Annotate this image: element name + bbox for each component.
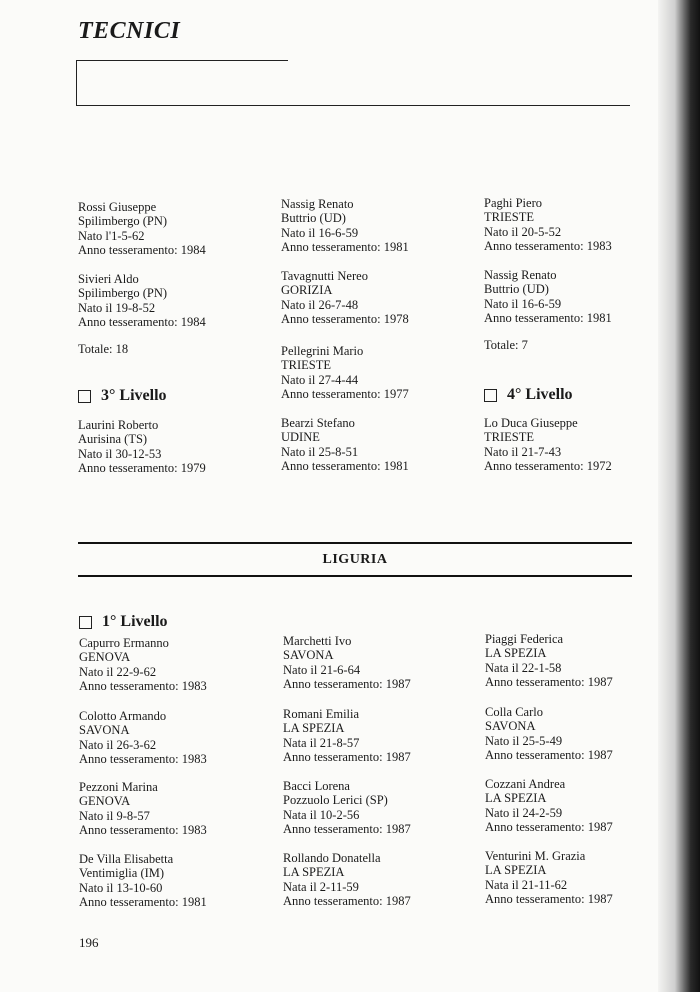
- total-text: Totale: 7: [484, 338, 528, 352]
- level-heading-4: [484, 386, 573, 404]
- entry-place: Spilimbergo (PN): [78, 286, 168, 301]
- entry-name: Nassig Renato: [484, 268, 557, 282]
- page-edge-shadow: [658, 0, 700, 992]
- entry-registration: Anno tesseramento: 1981: [281, 458, 409, 473]
- list-item: [484, 268, 674, 325]
- list-item: [281, 197, 471, 254]
- list-item: [79, 780, 269, 837]
- list-item: [78, 200, 268, 257]
- level-heading-text: 1° Livello: [102, 613, 168, 630]
- entry-birth: Nato il 25-5-49: [485, 733, 563, 748]
- entry-name: Laurini Roberto: [78, 418, 159, 432]
- entry-place: GORIZIA: [281, 283, 333, 298]
- entry-registration: Anno tesseramento: 1987: [485, 819, 613, 834]
- list-item: [283, 707, 473, 764]
- entry-place: TRIESTE: [281, 358, 331, 373]
- list-item: [485, 705, 675, 762]
- entry-birth: Nato il 25-8-51: [281, 444, 359, 459]
- entry-name: Lo Duca Giuseppe: [484, 416, 578, 430]
- entry-birth: Nato il 24-2-59: [485, 805, 563, 820]
- entry-name: Bacci Lorena: [283, 779, 350, 793]
- entry-birth: Nato il 26-7-48: [281, 297, 359, 312]
- list-item: [78, 418, 268, 475]
- entry-place: Spilimbergo (PN): [78, 214, 168, 229]
- list-item: [78, 272, 268, 329]
- entry-place: GENOVA: [79, 650, 131, 665]
- level-heading-text: 3° Livello: [101, 387, 167, 404]
- title-frame-bottom: [76, 105, 630, 106]
- entry-registration: Anno tesseramento: 1981: [484, 310, 612, 325]
- checkbox-square-icon: [78, 390, 91, 403]
- entry-registration: Anno tesseramento: 1983: [79, 678, 207, 693]
- entry-place: Pozzuolo Lerici (SP): [283, 793, 388, 808]
- entry-registration: Anno tesseramento: 1987: [485, 747, 613, 762]
- title-frame-top: [76, 60, 288, 61]
- entry-place: SAVONA: [79, 723, 130, 738]
- total-count: [78, 342, 268, 356]
- entry-birth: Nata il 2-11-59: [283, 879, 359, 894]
- entry-name: Colotto Armando: [79, 709, 167, 723]
- level-heading-text: 4° Livello: [507, 386, 573, 403]
- list-item: [485, 632, 675, 689]
- entry-place: LA SPEZIA: [283, 721, 345, 736]
- list-item: [281, 416, 471, 473]
- entry-place: LA SPEZIA: [485, 791, 547, 806]
- entry-registration: Anno tesseramento: 1987: [283, 749, 411, 764]
- total-count: [484, 338, 674, 352]
- entry-registration: Anno tesseramento: 1972: [484, 458, 612, 473]
- entry-birth: Nato il 16-6-59: [281, 225, 359, 240]
- entry-registration: Anno tesseramento: 1979: [78, 460, 206, 475]
- entry-registration: Anno tesseramento: 1981: [281, 239, 409, 254]
- list-item: [283, 851, 473, 908]
- entry-registration: Anno tesseramento: 1987: [283, 821, 411, 836]
- total-text: Totale: 18: [78, 342, 129, 356]
- entry-name: De Villa Elisabetta: [79, 852, 174, 866]
- entry-birth: Nato il 9-8-57: [79, 808, 150, 823]
- entry-name: Capurro Ermanno: [79, 636, 169, 650]
- page-number: 196: [79, 935, 99, 950]
- entry-registration: Anno tesseramento: 1981: [79, 894, 207, 909]
- entry-birth: Nata il 10-2-56: [283, 807, 360, 822]
- entry-birth: Nato il 16-6-59: [484, 296, 562, 311]
- entry-place: Ventimiglia (IM): [79, 866, 165, 881]
- list-item: [281, 344, 471, 401]
- entry-registration: Anno tesseramento: 1983: [484, 238, 612, 253]
- entry-name: Nassig Renato: [281, 197, 354, 211]
- list-item: [79, 709, 269, 766]
- entry-place: LA SPEZIA: [283, 865, 345, 880]
- entry-registration: Anno tesseramento: 1983: [79, 822, 207, 837]
- entry-registration: Anno tesseramento: 1987: [283, 893, 411, 908]
- level-heading-3: [78, 387, 167, 405]
- entry-name: Romani Emilia: [283, 707, 360, 721]
- entry-birth: Nato il 22-9-62: [79, 664, 157, 679]
- entry-birth: Nata il 21-11-62: [485, 877, 568, 892]
- entry-place: SAVONA: [485, 719, 536, 734]
- list-item: [281, 269, 471, 326]
- entry-name: Cozzani Andrea: [485, 777, 566, 791]
- entry-name: Pezzoni Marina: [79, 780, 158, 794]
- list-item: [485, 849, 675, 906]
- entry-place: Buttrio (UD): [484, 282, 549, 297]
- entry-registration: Anno tesseramento: 1977: [281, 386, 409, 401]
- entry-place: GENOVA: [79, 794, 131, 809]
- entry-name: Venturini M. Grazia: [485, 849, 586, 863]
- section-heading: LIGURIA: [322, 552, 388, 567]
- list-item: [79, 636, 269, 693]
- entry-birth: Nato il 26-3-62: [79, 737, 157, 752]
- entry-registration: Anno tesseramento: 1978: [281, 311, 409, 326]
- checkbox-square-icon: [484, 389, 497, 402]
- entry-place: TRIESTE: [484, 210, 534, 225]
- entry-name: Marchetti Ivo: [283, 634, 352, 648]
- list-item: [485, 777, 675, 834]
- title-frame-left: [76, 60, 77, 106]
- entry-name: Pellegrini Mario: [281, 344, 364, 358]
- entry-name: Piaggi Federica: [485, 632, 564, 646]
- entry-birth: Nato il 19-8-52: [78, 300, 156, 315]
- list-item: [283, 634, 473, 691]
- entry-birth: Nato il 30-12-53: [78, 446, 162, 461]
- entry-place: SAVONA: [283, 648, 334, 663]
- section-rule-bottom: [78, 575, 632, 577]
- list-item: [283, 779, 473, 836]
- entry-birth: Nato il 21-6-64: [283, 662, 361, 677]
- entry-name: Colla Carlo: [485, 705, 543, 719]
- list-item: [79, 852, 269, 909]
- entry-place: Aurisina (TS): [78, 432, 148, 447]
- entry-registration: Anno tesseramento: 1983: [79, 751, 207, 766]
- entry-birth: Nato il 21-7-43: [484, 444, 562, 459]
- list-item: [484, 416, 674, 473]
- entry-place: Buttrio (UD): [281, 211, 346, 226]
- entry-birth: Nato il 27-4-44: [281, 372, 359, 387]
- level-heading-1: [79, 613, 168, 631]
- list-item: [484, 196, 674, 253]
- entry-name: Tavagnutti Nereo: [281, 269, 368, 283]
- entry-name: Sivieri Aldo: [78, 272, 139, 286]
- entry-name: Paghi Piero: [484, 196, 542, 210]
- entry-place: TRIESTE: [484, 430, 534, 445]
- entry-birth: Nato il 13-10-60: [79, 880, 163, 895]
- entry-birth: Nato il 20-5-52: [484, 224, 562, 239]
- entry-place: LA SPEZIA: [485, 863, 547, 878]
- entry-birth: Nata il 22-1-58: [485, 660, 562, 675]
- entry-name: Bearzi Stefano: [281, 416, 355, 430]
- entry-birth: Nata il 21-8-57: [283, 735, 360, 750]
- section-rule-top: [78, 542, 632, 544]
- entry-name: Rossi Giuseppe: [78, 200, 157, 214]
- entry-name: Rollando Donatella: [283, 851, 381, 865]
- page-title: TECNICI: [78, 18, 181, 44]
- entry-place: UDINE: [281, 430, 320, 445]
- entry-registration: Anno tesseramento: 1987: [485, 891, 613, 906]
- entry-birth: Nato l'1-5-62: [78, 228, 145, 243]
- entry-registration: Anno tesseramento: 1984: [78, 242, 206, 257]
- entry-registration: Anno tesseramento: 1987: [485, 674, 613, 689]
- checkbox-square-icon: [79, 616, 92, 629]
- entry-place: LA SPEZIA: [485, 646, 547, 661]
- entry-registration: Anno tesseramento: 1984: [78, 314, 206, 329]
- entry-registration: Anno tesseramento: 1987: [283, 676, 411, 691]
